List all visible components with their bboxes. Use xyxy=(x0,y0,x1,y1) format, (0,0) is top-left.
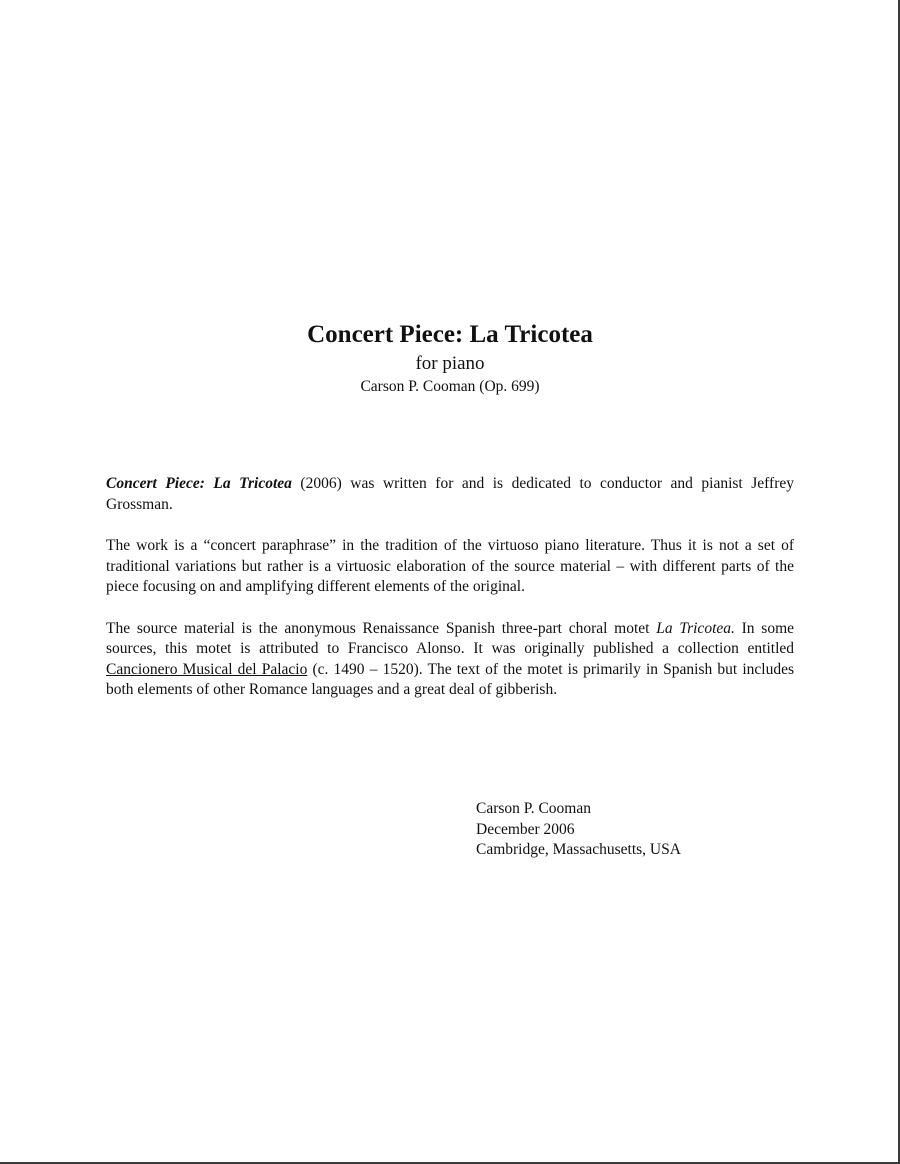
source-text-part3: (c. 1490 – 1520). The text of the motet is primarily in Spanish but includes both elements of other Romance languages and a great deal of gibberish. xyxy=(106,660,794,698)
instrumentation-subtitle: for piano xyxy=(415,353,485,374)
page-title: Concert Piece: La Tricotea xyxy=(307,321,593,348)
source-text-part1: The source material is the anonymous Renaissance Spanish three-part choral motet xyxy=(106,619,657,637)
paragraph-dedication xyxy=(106,474,794,515)
paragraph-description: The work is a “concert paraphrase” in the tradition of the virtuoso piano literature. Thus it is not a set of traditional variations but rather is a virtuosic elaboration of the source material – with different parts of the piece focusing on and amplifying different elements of the original. xyxy=(106,537,794,595)
motet-title: La Tricotea. xyxy=(656,619,735,637)
paragraph-source-material xyxy=(106,619,794,701)
signature-date: December 2006 xyxy=(476,820,575,838)
collection-title: Cancionero Musical del Palacio xyxy=(106,660,308,678)
composer-opus-line: Carson P. Cooman (Op. 699) xyxy=(360,378,540,395)
program-notes xyxy=(106,474,794,722)
title-block xyxy=(0,318,900,398)
work-title-emphasis: Concert Piece: La Tricotea xyxy=(106,475,292,492)
paragraph-dedication-text: (2006) was written for and is dedicated to conductor and pianist Jeffrey Grossman. xyxy=(106,475,794,513)
signature-block xyxy=(476,799,681,861)
source-text-part2: In some sources, this motet is attributed to Francisco Alonso. It was originally published a collection entitled xyxy=(106,619,795,657)
signature-name: Carson P. Cooman xyxy=(476,800,591,817)
signature-place: Cambridge, Massachusetts, USA xyxy=(476,841,681,858)
